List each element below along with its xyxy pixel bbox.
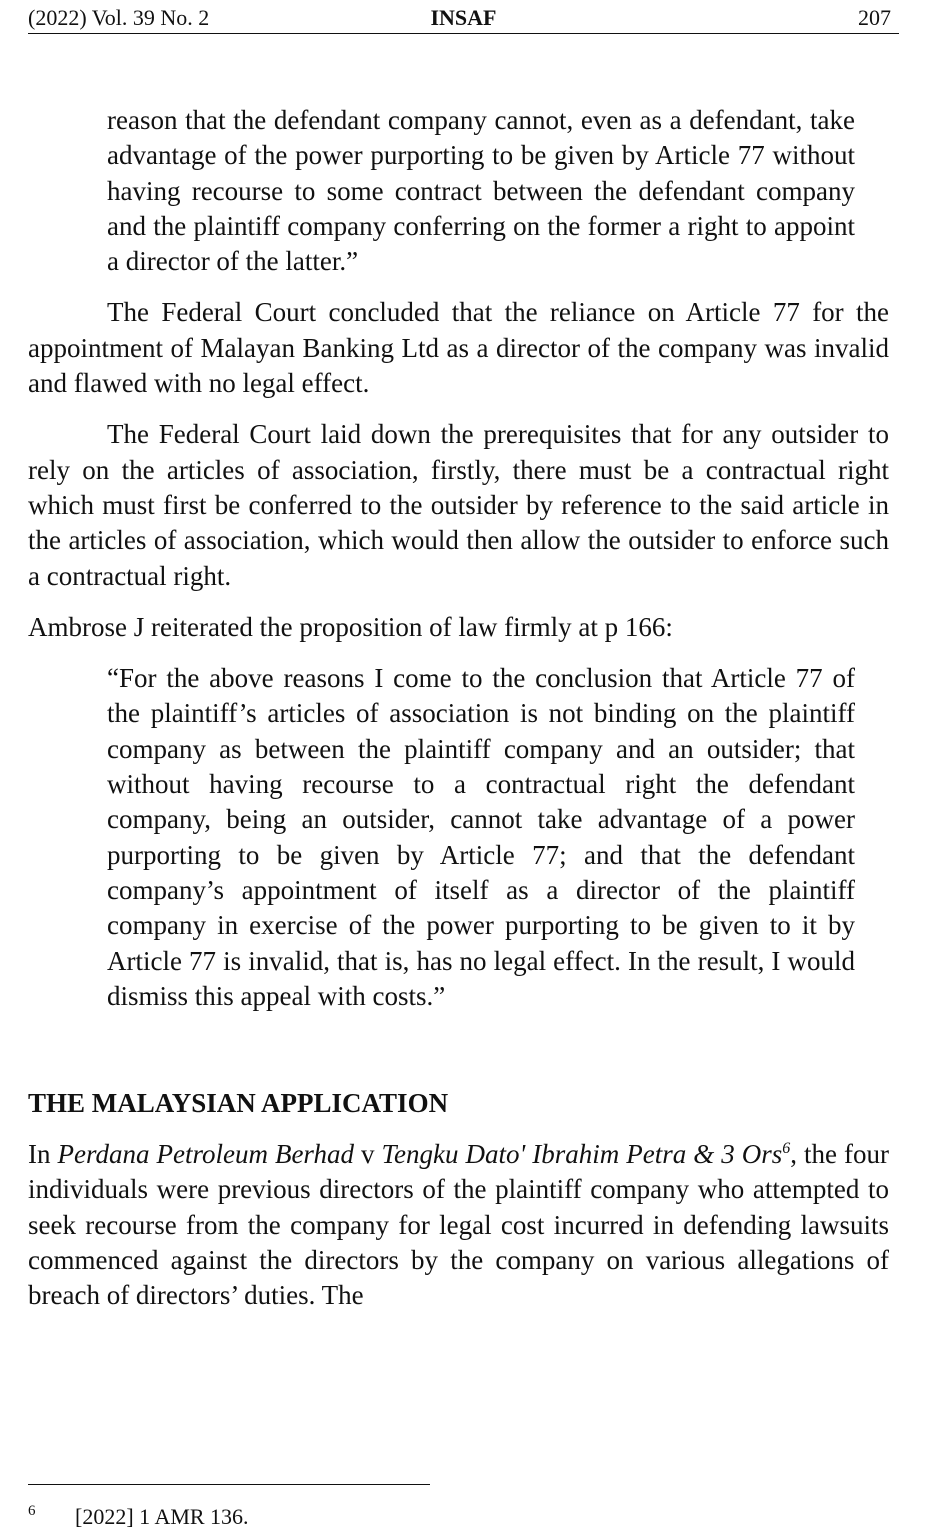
- case-party-1: Perdana Petroleum Berhad: [57, 1139, 354, 1170]
- paragraph-4-intro: In: [28, 1139, 58, 1170]
- page-number: 207: [858, 5, 891, 30]
- block-quote-2: “For the above reasons I come to the conclusion that Article 77 of the plaintiff’s articles of association is not binding on the plaintiff company as between the plaintiff company and an outsider; that without having recourse to a contractual right the defendant company, being an outsider, cannot take advantage of a power purporting to be given by Article 77; and that the defendant company’s appointment of itself as a director of the plaintiff company in exercise of the power purporting to be given to it by Article 77 is invalid, that is, has no legal effect. In the result, I would dismiss this appeal with costs.”: [107, 663, 855, 1011]
- case-party-2: Tengku Dato' Ibrahim Petra & 3 Ors: [381, 1139, 783, 1170]
- journal-volume: (2022) Vol. 39 No. 2: [28, 5, 210, 30]
- footnote-divider: [28, 1484, 430, 1485]
- footnote-text: [2022] 1 AMR 136.: [75, 1504, 249, 1529]
- paragraph-4: [28, 1137, 889, 1313]
- paragraph-2: The Federal Court laid down the prerequisites that for any outsider to rely on the articles of association, firstly, there must be a contractual right which must first be conferred to the outsider by reference to the said article in the articles of association, which would then allow the outsider to enforce such a contractual right.: [28, 419, 889, 591]
- block-quote-1: reason that the defendant company cannot, even as a defendant, take advantage of the power purporting to be given by Article 77 without having recourse to some contract between the defendant company and the plaintiff company conferring on the former a right to appoint a director of the latter.”: [107, 105, 855, 277]
- body-text: [28, 103, 889, 1314]
- versus-text: v: [353, 1139, 382, 1170]
- running-header: [28, 2, 899, 34]
- section-heading: THE MALAYSIAN APPLICATION: [28, 1088, 449, 1119]
- paragraph-3: Ambrose J reiterated the proposition of law firmly at p 166:: [28, 611, 673, 642]
- paragraph-4-rest: , the four individuals were previous directors of the plaintiff company who attempted to seek recourse from the company for legal cost incurred in defending lawsuits commenced against the directors by the company on various allegations of breach of directors’ duties. The: [28, 1139, 890, 1311]
- footnote-number: 6: [28, 1503, 36, 1519]
- footnote-reference[interactable]: 6: [782, 1140, 791, 1158]
- paragraph-1: The Federal Court concluded that the reliance on Article 77 for the appointment of Malayan Banking Ltd as a director of the company was invalid and flawed with no legal effect.: [28, 297, 889, 399]
- journal-title: INSAF: [430, 5, 497, 30]
